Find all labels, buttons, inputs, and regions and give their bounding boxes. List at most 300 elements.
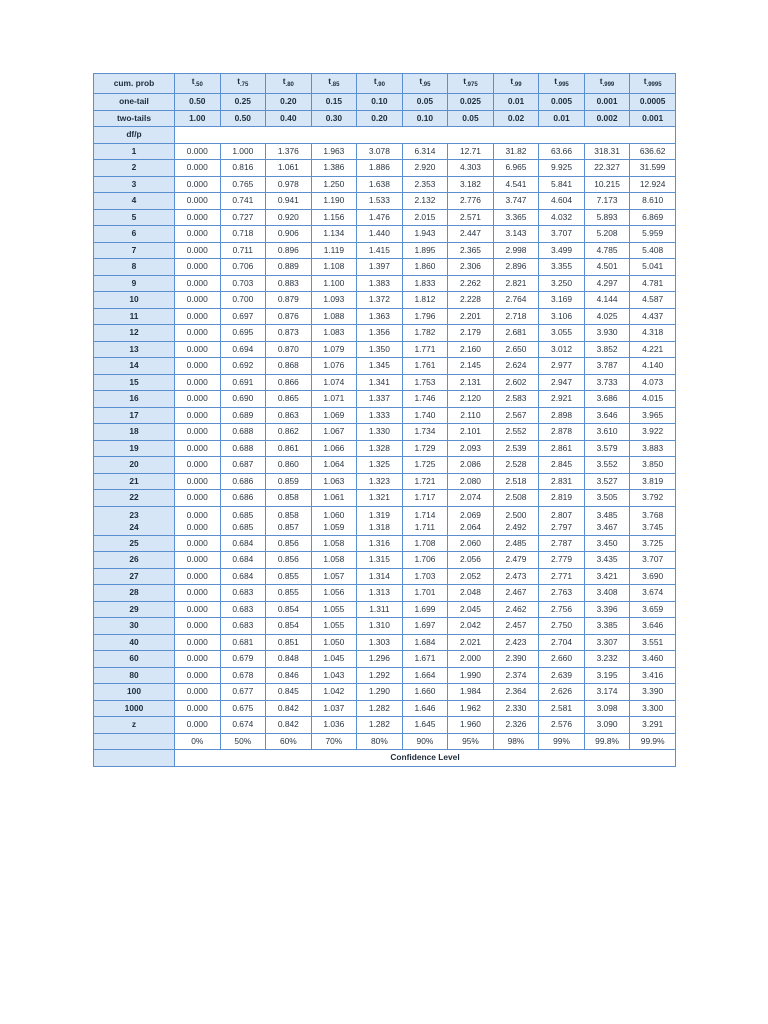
t-symbol: t (328, 76, 332, 86)
cell-value: 1.057 (311, 568, 357, 585)
cell-value: 1.415 (357, 242, 403, 259)
cell-value: 0.000 (175, 552, 221, 569)
cell-value: 2.447 (448, 226, 494, 243)
t-subscript: .995 (557, 82, 569, 88)
cell-value: 2.045 (448, 601, 494, 618)
t-symbol: t (191, 76, 195, 86)
cell-value: 1.328 (357, 440, 403, 457)
df-label: 10 (94, 292, 175, 309)
df-label: 25 (94, 535, 175, 552)
cell-value: 2.764 (493, 292, 539, 309)
cell-value: 0.706 (220, 259, 266, 276)
cell-value: 3.725 (630, 535, 676, 552)
df-label: 28 (94, 585, 175, 602)
cell-value: 3.195 (584, 667, 630, 684)
t-subscript: .50 (194, 82, 203, 88)
confidence-value: 70% (311, 733, 357, 750)
cell-value: 2.069 (459, 509, 481, 520)
df-label: 100 (94, 684, 175, 701)
column-header-t (402, 74, 448, 94)
table-row (94, 473, 676, 490)
cell-value: 0.691 (220, 374, 266, 391)
table-row (94, 374, 676, 391)
cell-value: 0.859 (266, 473, 312, 490)
cell-value: 0.688 (220, 440, 266, 457)
cell-value: 1.963 (311, 143, 357, 160)
cell-value: 3.707 (630, 552, 676, 569)
cell-value: 0.855 (266, 568, 312, 585)
two-tails-value: 0.02 (493, 110, 539, 127)
cell-value: 0.694 (220, 341, 266, 358)
cell-value: 0.000 (175, 618, 221, 635)
cell-value: 0.686 (220, 490, 266, 507)
cell-value: 2.681 (493, 325, 539, 342)
cell-value: 3.883 (630, 440, 676, 457)
cell-value: 1.055 (311, 618, 357, 635)
cell-value: 1.990 (448, 667, 494, 684)
cell-value: 2.771 (539, 568, 585, 585)
cell-value: 0.684 (220, 568, 266, 585)
cell-value: 1.725 (402, 457, 448, 474)
two-tails-value: 0.002 (584, 110, 630, 127)
df-label: 15 (94, 374, 175, 391)
cell-value: 0.816 (220, 160, 266, 177)
cell-value: 1.386 (311, 160, 357, 177)
cell-value: 2.861 (539, 440, 585, 457)
table-row (94, 552, 676, 569)
cell-value: 3.485 (596, 509, 618, 520)
cell-value: 1.717 (402, 490, 448, 507)
cell-value: 3.551 (630, 634, 676, 651)
cell-value: 1.796 (402, 308, 448, 325)
cell-value: 0.765 (220, 176, 266, 193)
cell-value: 2.364 (493, 684, 539, 701)
cell-value: 2.056 (448, 552, 494, 569)
cell-value: 0.718 (220, 226, 266, 243)
header-one-tail-row (94, 94, 676, 111)
cell-value: 1.645 (402, 717, 448, 734)
t-symbol: t (554, 76, 558, 86)
cell-value: 1.050 (311, 634, 357, 651)
cell-value: 2.462 (493, 601, 539, 618)
cell-value: 4.015 (630, 391, 676, 408)
cell-value (357, 506, 403, 535)
df-label: 80 (94, 667, 175, 684)
df-label: 26 (94, 552, 175, 569)
table-row (94, 667, 676, 684)
cell-value: 1.325 (357, 457, 403, 474)
cell-value: 1.984 (448, 684, 494, 701)
cell-value: 3.745 (642, 521, 664, 532)
cell-value: 4.073 (630, 374, 676, 391)
cell-value: 1.714 (414, 509, 436, 520)
cell-value: 1.056 (311, 585, 357, 602)
df-label: 21 (94, 473, 175, 490)
confidence-value: 0% (175, 733, 221, 750)
cell-value: 1.646 (402, 700, 448, 717)
cell-value: 2.492 (505, 521, 527, 532)
cell-value: 2.306 (448, 259, 494, 276)
cell-value: 3.143 (493, 226, 539, 243)
table-row (94, 440, 676, 457)
cell-value: 2.086 (448, 457, 494, 474)
cell-value: 2.583 (493, 391, 539, 408)
cell-value: 2.508 (493, 490, 539, 507)
cell-value: 0.000 (175, 143, 221, 160)
cell-value: 0.000 (186, 521, 208, 532)
two-tails-value: 0.05 (448, 110, 494, 127)
df-label: 8 (94, 259, 175, 276)
column-header-t (630, 74, 676, 94)
cell-value: 4.318 (630, 325, 676, 342)
table-row (94, 684, 676, 701)
cell-value: 0.695 (220, 325, 266, 342)
cell-value: 1.330 (357, 424, 403, 441)
cell-value: 1.341 (357, 374, 403, 391)
cell-value: 1.071 (311, 391, 357, 408)
cell-value: 6.869 (630, 209, 676, 226)
cell-value: 1.660 (402, 684, 448, 701)
df-label: 1 (94, 143, 175, 160)
one-tail-value: 0.001 (584, 94, 630, 111)
cell-value: 3.768 (642, 509, 664, 520)
cell-value: 1.319 (368, 509, 390, 520)
cell-value: 0.858 (277, 509, 299, 520)
cell-value: 0.677 (220, 684, 266, 701)
cell-value: 3.579 (584, 440, 630, 457)
cell-value: 0.000 (175, 209, 221, 226)
df-label-24: 24 (129, 521, 139, 532)
cell-value: 0.000 (175, 568, 221, 585)
table-row (94, 490, 676, 507)
cell-value: 318.31 (584, 143, 630, 160)
cell-value: 6.314 (402, 143, 448, 160)
cell-value: 2.624 (493, 358, 539, 375)
cell-value: 1.833 (402, 275, 448, 292)
cell-value: 0.686 (220, 473, 266, 490)
cell-value (630, 506, 676, 535)
cell-value: 3.610 (584, 424, 630, 441)
column-header-t (357, 74, 403, 94)
cell-value: 2.787 (539, 535, 585, 552)
table-row (94, 424, 676, 441)
cell-value: 0.845 (266, 684, 312, 701)
cell-value: 3.686 (584, 391, 630, 408)
table-row (94, 143, 676, 160)
cell-value: 10.215 (584, 176, 630, 193)
table-row (94, 601, 676, 618)
df-p-label: df/p (94, 127, 175, 144)
cell-value: 2.819 (539, 490, 585, 507)
cell-value: 2.552 (493, 424, 539, 441)
cell-value: 4.221 (630, 341, 676, 358)
cell-value: 3.182 (448, 176, 494, 193)
cell-value (448, 506, 494, 535)
confidence-value: 99% (539, 733, 585, 750)
cell-value: 1.860 (402, 259, 448, 276)
cell-value: 1.708 (402, 535, 448, 552)
cell-value: 1.190 (311, 193, 357, 210)
cell-value: 0.860 (266, 457, 312, 474)
cell-value: 3.396 (584, 601, 630, 618)
df-label: 3 (94, 176, 175, 193)
cell-value: 2.920 (402, 160, 448, 177)
cell-value: 12.924 (630, 176, 676, 193)
cell-value: 2.228 (448, 292, 494, 309)
cell-value: 2.052 (448, 568, 494, 585)
cell-value: 1.397 (357, 259, 403, 276)
cell-value: 1.316 (357, 535, 403, 552)
cell-value: 1.043 (311, 667, 357, 684)
cell-value: 1.721 (402, 473, 448, 490)
cell-value: 2.179 (448, 325, 494, 342)
cell-value (311, 506, 357, 535)
cell-value: 2.567 (493, 407, 539, 424)
cell-value: 0.842 (266, 717, 312, 734)
cell-value: 2.998 (493, 242, 539, 259)
cell-value: 0.681 (220, 634, 266, 651)
cell-value: 1.753 (402, 374, 448, 391)
one-tail-value: 0.10 (357, 94, 403, 111)
table-row (94, 209, 676, 226)
cell-value: 2.048 (448, 585, 494, 602)
cell-value: 3.792 (630, 490, 676, 507)
cell-value: 0.690 (220, 391, 266, 408)
cell-value: 0.906 (266, 226, 312, 243)
cell-value: 0.685 (232, 521, 254, 532)
one-tail-value: 0.005 (539, 94, 585, 111)
cell-value: 5.841 (539, 176, 585, 193)
column-header-t (584, 74, 630, 94)
cell-value: 3.355 (539, 259, 585, 276)
cell-value: 2.639 (539, 667, 585, 684)
cell-value: 1.059 (323, 521, 345, 532)
cell-value: 0.000 (175, 601, 221, 618)
table-row (94, 391, 676, 408)
df-label-23: 23 (129, 509, 139, 520)
cell-value: 2.021 (448, 634, 494, 651)
cell-value: 2.797 (551, 521, 572, 532)
cell-value: 1.697 (402, 618, 448, 635)
cell-value: 2.110 (448, 407, 494, 424)
cell-value: 3.527 (584, 473, 630, 490)
cell-value: 1.812 (402, 292, 448, 309)
cell-value: 1.533 (357, 193, 403, 210)
two-tails-value: 0.01 (539, 110, 585, 127)
confidence-value: 95% (448, 733, 494, 750)
confidence-value: 90% (402, 733, 448, 750)
cell-value: 2.485 (493, 535, 539, 552)
table-row (94, 292, 676, 309)
cell-value: 3.747 (493, 193, 539, 210)
cell-value: 0.688 (220, 424, 266, 441)
cell-value: 2.571 (448, 209, 494, 226)
cell-value: 1.058 (311, 552, 357, 569)
cell-value: 1.067 (311, 424, 357, 441)
cell-value: 3.435 (584, 552, 630, 569)
cell-value: 0.000 (175, 358, 221, 375)
cell-value: 2.878 (539, 424, 585, 441)
cell-value: 1.292 (357, 667, 403, 684)
cell-value: 0.854 (266, 601, 312, 618)
table-row (94, 506, 676, 535)
df-label: 12 (94, 325, 175, 342)
cell-value: 2.132 (402, 193, 448, 210)
confidence-value: 80% (357, 733, 403, 750)
cell-value: 2.262 (448, 275, 494, 292)
cell-value: 0.883 (266, 275, 312, 292)
cell-value: 1.061 (311, 490, 357, 507)
cell-value: 1.156 (311, 209, 357, 226)
two-tails-value: 1.00 (175, 110, 221, 127)
cell-value: 2.101 (448, 424, 494, 441)
t-subscript: .999 (602, 82, 615, 88)
cell-value: 0.000 (175, 275, 221, 292)
cell-value: 0.879 (266, 292, 312, 309)
t-symbol: t (463, 76, 466, 86)
cell-value: 2.896 (493, 259, 539, 276)
cell-value: 0.896 (266, 242, 312, 259)
cell-value: 1.671 (402, 651, 448, 668)
cell-value: 3.674 (630, 585, 676, 602)
cell-value: 3.385 (584, 618, 630, 635)
df-label: 2 (94, 160, 175, 177)
t-symbol: t (510, 76, 514, 86)
column-header-t (220, 74, 266, 94)
two-tails-value: 0.50 (220, 110, 266, 127)
cell-value: 2.776 (448, 193, 494, 210)
cell-value: 0.876 (266, 308, 312, 325)
t-subscript: .85 (331, 82, 340, 88)
cell-value: 2.977 (539, 358, 585, 375)
cell-value: 1.734 (402, 424, 448, 441)
cell-value: 1.440 (357, 226, 403, 243)
t-subscript: .75 (240, 82, 249, 88)
cell-value: 1.345 (357, 358, 403, 375)
column-header-t (539, 74, 585, 94)
footer-label-cell (94, 750, 175, 767)
one-tail-value: 0.25 (220, 94, 266, 111)
cell-value: 3.012 (539, 341, 585, 358)
confidence-row-label (94, 733, 175, 750)
cell-value: 1.303 (357, 634, 403, 651)
table-row (94, 341, 676, 358)
t-subscript: .99 (513, 82, 522, 88)
cell-value: 0.889 (266, 259, 312, 276)
cell-value: 0.678 (220, 667, 266, 684)
df-label: 60 (94, 651, 175, 668)
cell-value: 1.000 (220, 143, 266, 160)
table-row (94, 275, 676, 292)
t-subscript: .975 (466, 82, 478, 88)
cell-value: 4.604 (539, 193, 585, 210)
df-label: 11 (94, 308, 175, 325)
cell-value: 1.037 (311, 700, 357, 717)
column-header-t (493, 74, 539, 94)
cell-value: 0.000 (175, 308, 221, 325)
cell-value: 0.862 (266, 424, 312, 441)
cell-value: 2.390 (493, 651, 539, 668)
cell-value: 1.318 (368, 521, 390, 532)
cell-value: 1.746 (402, 391, 448, 408)
t-symbol: t (373, 76, 377, 86)
cell-value: 0.866 (266, 374, 312, 391)
cell-value: 12.71 (448, 143, 494, 160)
cell-value: 2.060 (448, 535, 494, 552)
cell-value: 1.703 (402, 568, 448, 585)
cell-value: 3.850 (630, 457, 676, 474)
cell-value: 0.700 (220, 292, 266, 309)
cell-value: 2.704 (539, 634, 585, 651)
cell-value: 3.922 (630, 424, 676, 441)
cell-value: 3.690 (630, 568, 676, 585)
cell-value: 0.846 (266, 667, 312, 684)
cell-value: 0.000 (175, 717, 221, 734)
df-label: 9 (94, 275, 175, 292)
cell-value: 1.060 (323, 509, 345, 520)
cell-value: 3.460 (630, 651, 676, 668)
cell-value: 0.854 (266, 618, 312, 635)
df-label: 1000 (94, 700, 175, 717)
cell-value: 0.689 (220, 407, 266, 424)
column-header-t (448, 74, 494, 94)
cell-value: 2.120 (448, 391, 494, 408)
cell-value: 22.327 (584, 160, 630, 177)
one-tail-label: one-tail (94, 94, 175, 111)
two-tails-value: 0.001 (630, 110, 676, 127)
df-label: 18 (94, 424, 175, 441)
cell-value: 2.374 (493, 667, 539, 684)
cell-value: 2.423 (493, 634, 539, 651)
cell-value: 2.131 (448, 374, 494, 391)
df-p-blank (175, 127, 676, 144)
cell-value: 0.000 (175, 684, 221, 701)
two-tails-value: 0.10 (402, 110, 448, 127)
column-header-t (266, 74, 312, 94)
cell-value: 6.965 (493, 160, 539, 177)
cell-value: 2.365 (448, 242, 494, 259)
confidence-value: 50% (220, 733, 266, 750)
cell-value: 2.821 (493, 275, 539, 292)
cell-value: 1.315 (357, 552, 403, 569)
cell-value: 0.687 (220, 457, 266, 474)
cell-value: 1.061 (266, 160, 312, 177)
column-header-t (311, 74, 357, 94)
two-tails-value: 0.40 (266, 110, 312, 127)
cell-value: 0.703 (220, 275, 266, 292)
cell-value (402, 506, 448, 535)
table-row (94, 193, 676, 210)
cell-value: 3.300 (630, 700, 676, 717)
two-tails-label: two-tails (94, 110, 175, 127)
table-row (94, 457, 676, 474)
df-label: 27 (94, 568, 175, 585)
cell-value: 5.041 (630, 259, 676, 276)
table-row (94, 242, 676, 259)
cell-value: 3.090 (584, 717, 630, 734)
table-row (94, 325, 676, 342)
cell-value: 2.845 (539, 457, 585, 474)
cell-value: 5.959 (630, 226, 676, 243)
cell-value: 2.326 (493, 717, 539, 734)
table-row (94, 618, 676, 635)
cell-value: 4.297 (584, 275, 630, 292)
df-label: 19 (94, 440, 175, 457)
cell-value: 1.036 (311, 717, 357, 734)
cell-value: 2.160 (448, 341, 494, 358)
cell-value: 2.718 (493, 308, 539, 325)
df-label: 16 (94, 391, 175, 408)
